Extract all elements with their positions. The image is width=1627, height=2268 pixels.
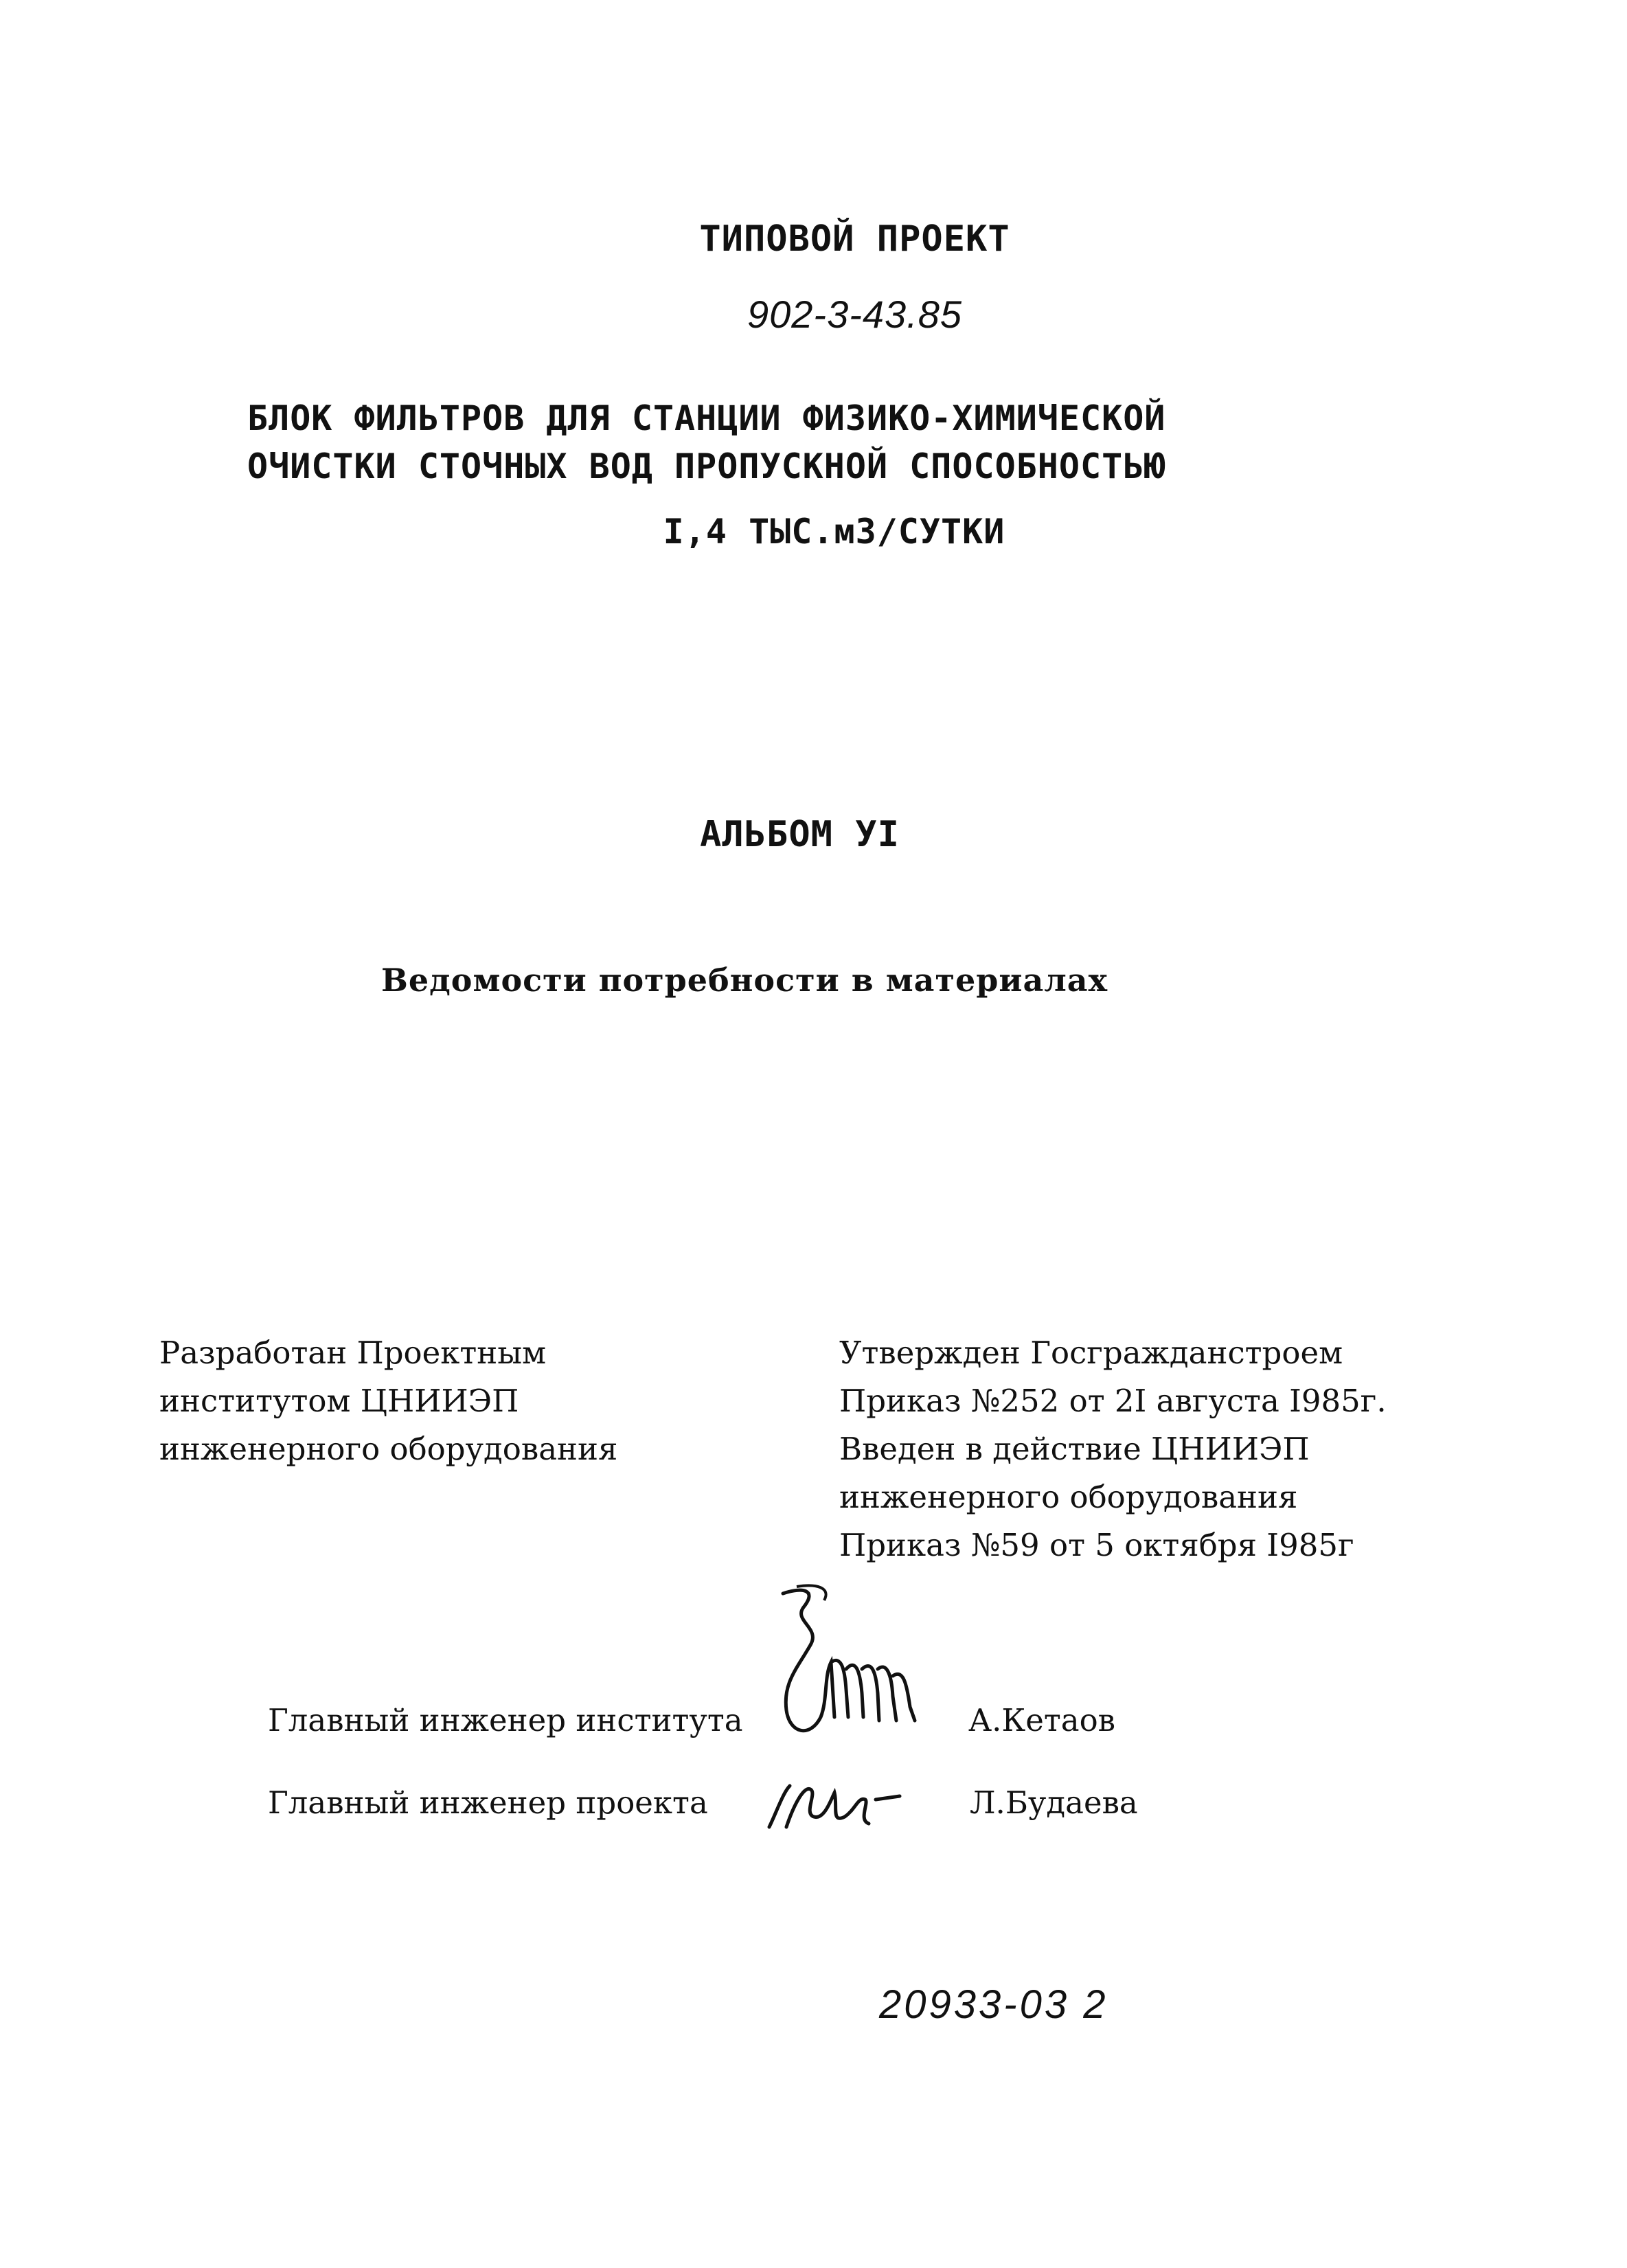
approved-by-line: Введен в действие ЦНИИЭП xyxy=(839,1431,1310,1467)
approved-by-line: инженерного оборудования xyxy=(839,1479,1298,1515)
developed-by-line: инженерного оборудования xyxy=(159,1431,618,1467)
handwritten-signature-2 xyxy=(755,1758,913,1841)
chief-engineer-project-label: Главный инженер проекта xyxy=(268,1784,708,1821)
chief-engineer-institute-label: Главный инженер института xyxy=(268,1702,743,1738)
developed-by-line: Разработан Проектным xyxy=(159,1335,547,1371)
document-subtitle: Ведомости потребности в материалах xyxy=(381,962,1108,999)
block-title-line-1: БЛОК ФИЛЬТРОВ ДЛЯ СТАНЦИИ ФИЗИКО-ХИМИЧЕСКОЙ xyxy=(247,398,1166,438)
document-title: ТИПОВОЙ ПРОЕКТ xyxy=(699,218,1010,260)
approved-by-line: Утвержден Госгражданстроем xyxy=(839,1335,1343,1371)
approved-by-block xyxy=(839,1329,1387,1569)
block-title-line-2: ОЧИСТКИ СТОЧНЫХ ВОД ПРОПУСКНОЙ СПОСОБНОСТЬЮ xyxy=(247,446,1166,486)
chief-engineer-project-name: Л.Будаева xyxy=(970,1784,1138,1821)
document-number: 20933-03 2 xyxy=(879,1982,1108,2027)
approved-by-line: Приказ №252 от 2I августа I985г. xyxy=(839,1383,1387,1419)
developed-by-line: институтом ЦНИИЭП xyxy=(159,1383,519,1419)
album-title: АЛЬБОМ УI xyxy=(700,814,900,855)
chief-engineer-institute-name: А.Кетаов xyxy=(968,1702,1115,1738)
capacity-line: I,4 ТЫС.м3/СУТКИ xyxy=(663,512,1005,552)
developed-by-block xyxy=(159,1329,617,1473)
handwritten-signature-1 xyxy=(755,1580,975,1758)
approved-by-line: Приказ №59 от 5 октября I985г xyxy=(839,1527,1354,1563)
project-number: 902-3-43.85 xyxy=(747,293,962,336)
